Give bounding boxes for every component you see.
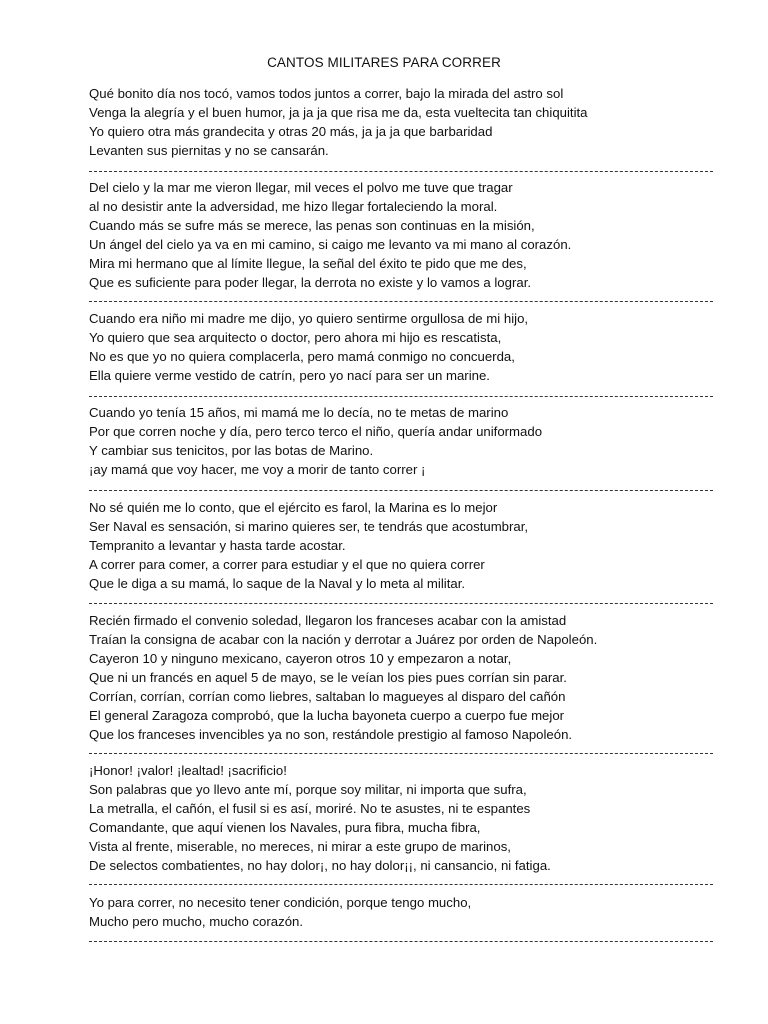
verse-line: Qué bonito día nos tocó, vamos todos juntos a correr, bajo la mirada del astro sol bbox=[89, 86, 564, 101]
verse-line: No es que yo no quiera complacerla, pero mamá conmigo no concuerda, bbox=[89, 349, 515, 364]
stanza-1 bbox=[89, 84, 749, 160]
verse-line: Cuando era niño mi madre me dijo, yo quiero sentirme orgullosa de mi hijo, bbox=[89, 311, 529, 326]
dashed-separator bbox=[89, 753, 713, 754]
verse-line: Tempranito a levantar y hasta tarde acostar. bbox=[89, 538, 346, 553]
verse-line: Que le diga a su mamá, lo saque de la Naval y lo meta al militar. bbox=[89, 576, 466, 591]
dashed-separator bbox=[89, 396, 713, 397]
dashed-separator bbox=[89, 884, 713, 885]
verse-line: Del cielo y la mar me vieron llegar, mil veces el polvo me tuve que tragar bbox=[89, 180, 513, 195]
verse-line: Recién firmado el convenio soledad, llegaron los franceses acabar con la amistad bbox=[89, 613, 567, 628]
document-title: CANTOS MILITARES PARA CORRER bbox=[267, 55, 501, 70]
stanza-6 bbox=[89, 611, 749, 744]
verse-line: Yo quiero que sea arquitecto o doctor, pero ahora mi hijo es rescatista, bbox=[89, 330, 502, 345]
verse-line: Son palabras que yo llevo ante mí, porque soy militar, ni importa que sufra, bbox=[89, 782, 527, 797]
verse-line: Que es suficiente para poder llegar, la derrota no existe y lo vamos a lograr. bbox=[89, 275, 532, 290]
verse-line: Traían la consigna de acabar con la nación y derrotar a Juárez por orden de Napoleón. bbox=[89, 632, 598, 647]
verse-line: Que los franceses invencibles ya no son, restándole prestigio al famoso Napoleón. bbox=[89, 727, 573, 742]
verse-line: Ella quiere verme vestido de catrín, pero yo nací para ser un marine. bbox=[89, 368, 490, 383]
verse-line: Levanten sus piernitas y no se cansarán. bbox=[89, 143, 329, 158]
dashed-separator bbox=[89, 941, 713, 942]
stanza-2 bbox=[89, 178, 749, 292]
dashed-separator bbox=[89, 490, 713, 491]
verse-line: Yo quiero otra más grandecita y otras 20 más, ja ja ja que barbaridad bbox=[89, 124, 493, 139]
verse-line: Cayeron 10 y ninguno mexicano, cayeron otros 10 y empezaron a notar, bbox=[89, 651, 512, 666]
dashed-separator bbox=[89, 603, 713, 604]
dashed-separator bbox=[89, 171, 713, 172]
verse-line: No sé quién me lo conto, que el ejército es farol, la Marina es lo mejor bbox=[89, 500, 498, 515]
verse-line: La metralla, el cañón, el fusil si es así, moriré. No te asustes, ni te espantes bbox=[89, 801, 531, 816]
verse-line: Yo para correr, no necesito tener condición, porque tengo mucho, bbox=[89, 895, 472, 910]
stanza-8 bbox=[89, 893, 749, 931]
verse-line: Mucho pero mucho, mucho corazón. bbox=[89, 914, 304, 929]
verse-line: al no desistir ante la adversidad, me hizo llegar fortaleciendo la moral. bbox=[89, 199, 498, 214]
verse-line: Que ni un francés en aquel 5 de mayo, se le veían los pies pues corrían sin parar. bbox=[89, 670, 567, 685]
stanza-7 bbox=[89, 761, 749, 875]
verse-line: Por que corren noche y día, pero terco terco el niño, quería andar uniformado bbox=[89, 424, 543, 439]
dashed-separator bbox=[89, 301, 713, 302]
stanza-4 bbox=[89, 403, 749, 479]
verse-line: Cuando más se sufre más se merece, las penas son continuas en la misión, bbox=[89, 218, 535, 233]
stanza-3 bbox=[89, 309, 749, 385]
verse-line: ¡ay mamá que voy hacer, me voy a morir de tanto correr ¡ bbox=[89, 462, 426, 477]
verse-line: Mira mi hermano que al límite llegue, la señal del éxito te pido que me des, bbox=[89, 256, 527, 271]
verse-line: De selectos combatientes, no hay dolor¡, no hay dolor¡¡, ni cansancio, ni fatiga. bbox=[89, 858, 551, 873]
verse-line: Corrían, corrían, corrían como liebres, saltaban lo magueyes al disparo del cañón bbox=[89, 689, 566, 704]
verse-line: Un ángel del cielo ya va en mi camino, si caigo me levanto va mi mano al corazón. bbox=[89, 237, 572, 252]
verse-line: Y cambiar sus tenicitos, por las botas de Marino. bbox=[89, 443, 374, 458]
verse-line: A correr para comer, a correr para estudiar y el que no quiera correr bbox=[89, 557, 485, 572]
verse-line: Cuando yo tenía 15 años, mi mamá me lo decía, no te metas de marino bbox=[89, 405, 509, 420]
verse-line: Vista al frente, miserable, no mereces, ni mirar a este grupo de marinos, bbox=[89, 839, 511, 854]
verse-line: El general Zaragoza comprobó, que la lucha bayoneta cuerpo a cuerpo fue mejor bbox=[89, 708, 565, 723]
verse-line: Ser Naval es sensación, si marino quieres ser, te tendrás que acostumbrar, bbox=[89, 519, 529, 534]
stanza-5 bbox=[89, 498, 749, 593]
verse-line: ¡Honor! ¡valor! ¡lealtad! ¡sacrificio! bbox=[89, 763, 287, 778]
verse-line: Comandante, que aquí vienen los Navales, pura fibra, mucha fibra, bbox=[89, 820, 481, 835]
verse-line: Venga la alegría y el buen humor, ja ja ja que risa me da, esta vueltecita tan chiquitita bbox=[89, 105, 588, 120]
